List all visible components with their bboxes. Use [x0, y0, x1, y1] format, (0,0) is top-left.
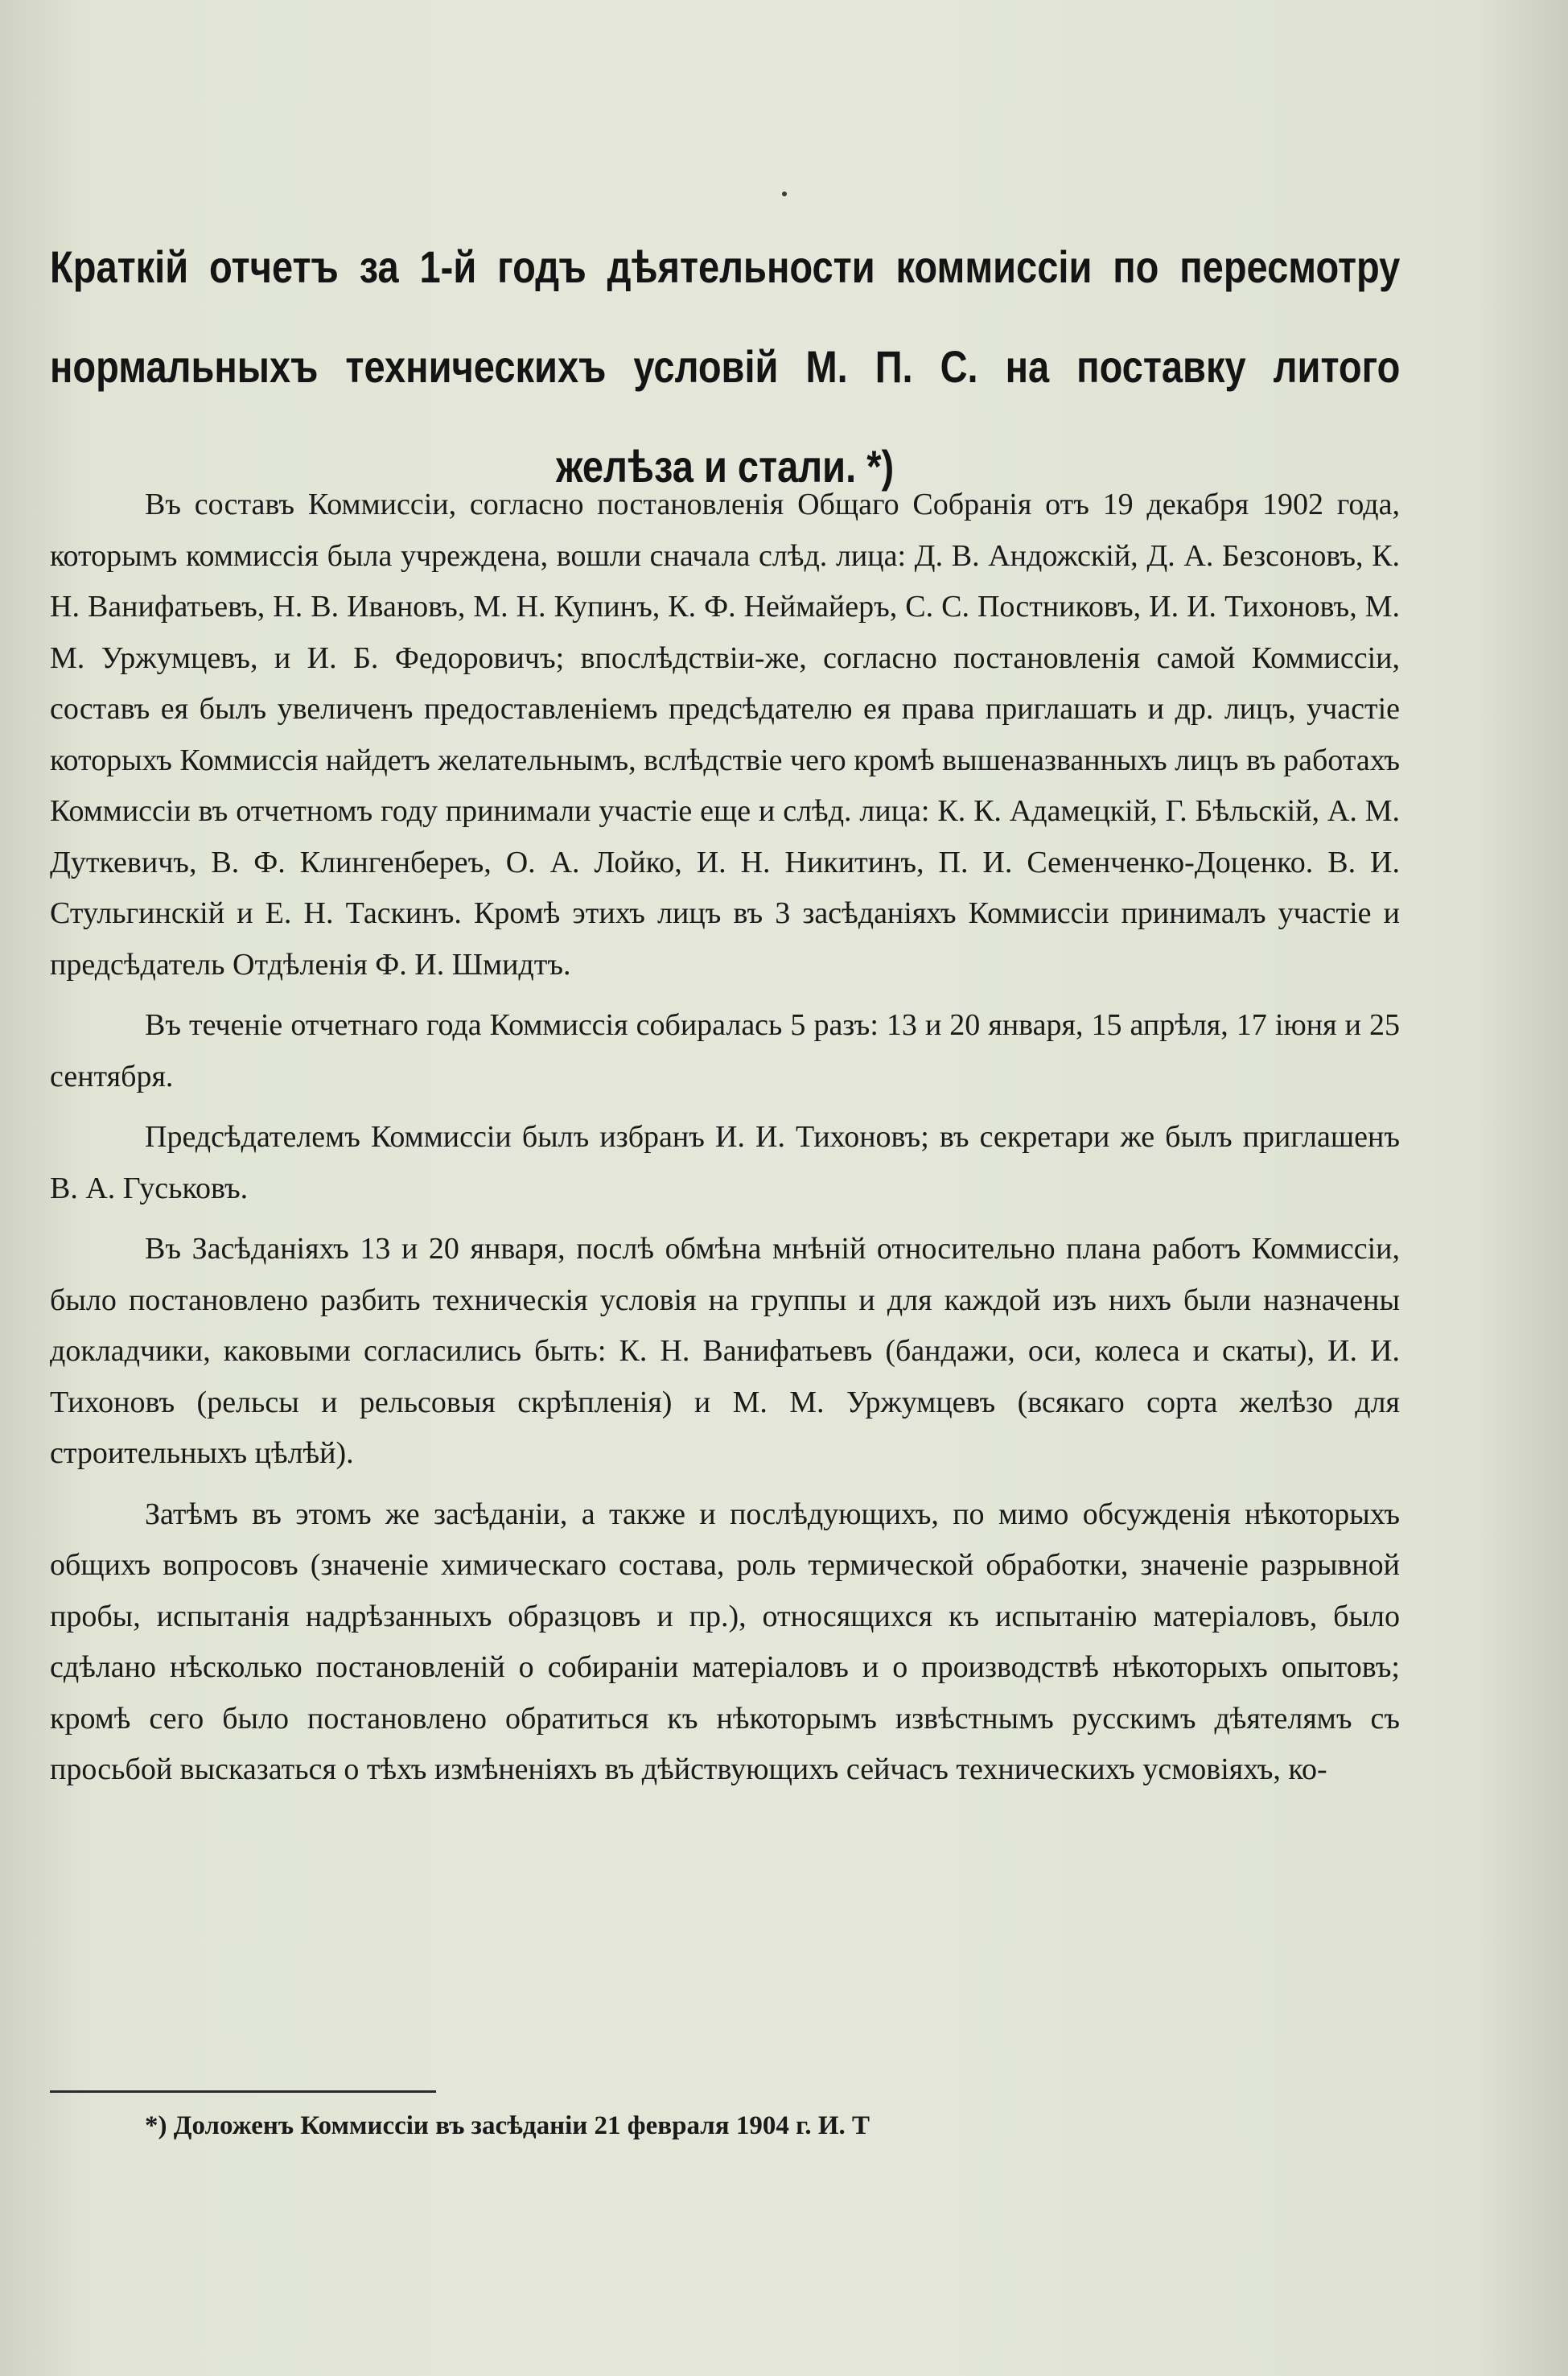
paragraph: Въ теченіе отчетнаго года Коммиссія собиралась 5 разъ: 13 и 20 января, 15 апрѣля, 17 іюня и 25 сентября.	[50, 1008, 1400, 1093]
footnote: *) Доложенъ Коммиссіи въ засѣданіи 21 февраля 1904 г. И. Т	[145, 2111, 870, 2140]
footnote-divider	[50, 2090, 436, 2093]
report-title: Краткій отчетъ за 1-й годъ дѣятельности коммиссіи по пересмотру нормальныхъ техническихъ условій М. П. С. на поставку литого желѣза и стали. *)	[50, 241, 1401, 492]
paragraph: Предсѣдателемъ Коммиссіи былъ избранъ И. И. Тихоновъ; въ секретари же былъ приглашенъ В. А. Гуськовъ.	[50, 1120, 1400, 1205]
paragraph: Въ составъ Коммиссіи, согласно постановленія Общаго Собранія отъ 19 декабря 1902 года, которымъ коммиссія была учреждена, вошли сначала слѣд. лица: Д. В. Андожскій, Д. А. Безсоновъ, К. Н. Ванифатьевъ, Н. В. Ивановъ, М. Н. Купинъ, К. Ф. Неймайеръ, С. С. Постниковъ, И. И. Тихоновъ, М. М. Уржумцевъ, и И. Б. Федоровичъ; впослѣдствіи-же, согласно постановленія самой Коммиссіи, составъ ея былъ увеличенъ предоставленіемъ предсѣдателю ея права приглашать и др. лицъ, участіе которыхъ Коммиссія найдетъ желательнымъ, вслѣдствіе чего кромѣ вышеназванныхъ лицъ въ работахъ Коммиссіи въ отчетномъ году принимали участіе еще и слѣд. лица: К. К. Адамецкій, Г. Бѣльскій, А. М. Дуткевичъ, В. Ф. Клингенбереъ, О. А. Лойко, И. Н. Никитинъ, П. И. Семенченко-Доценко. В. И. Стульгинскій и Е. Н. Таскинъ. Кромѣ этихъ лицъ въ 3 засѣданіяхъ Коммиссіи принималъ участіе и предсѣдатель Отдѣленія Ф. И. Шмидтъ.	[50, 488, 1400, 982]
paragraph: Въ Засѣданіяхъ 13 и 20 января, послѣ обмѣна мнѣній относительно плана работъ Коммиссіи, было постановлено разбить техническія условія на группы и для каждой изъ нихъ были назначены докладчики, каковыми согласились быть: К. Н. Ванифатьевъ (бандажи, оси, колеса и скаты), И. И. Тихоновъ (рельсы и рельсовыя скрѣпленія) и М. М. Уржумцевъ (всякаго сорта желѣзо для строительныхъ цѣлѣй).	[50, 1232, 1400, 1470]
page-mark	[782, 191, 787, 196]
report-body	[50, 480, 1400, 1806]
paragraph: Затѣмъ въ этомъ же засѣданіи, а также и послѣдующихъ, по мимо обсужденія нѣкоторыхъ общихъ вопросовъ (значеніе химическаго состава, роль термической обработки, значеніе разрывной пробы, испытанія надрѣзанныхъ образцовъ и пр.), относящихся къ испытанію матеріаловъ, было сдѣлано нѣсколько постановленій о собираніи матеріаловъ и о производствѣ нѣкоторыхъ опытовъ; кромѣ сего было постановлено обратиться къ нѣкоторымъ извѣстнымъ русскимъ дѣятелямъ съ просьбой высказаться о тѣхъ измѣненіяхъ въ дѣйствующихъ сейчасъ техническихъ усмовіяхъ, ко-	[50, 1497, 1400, 1786]
